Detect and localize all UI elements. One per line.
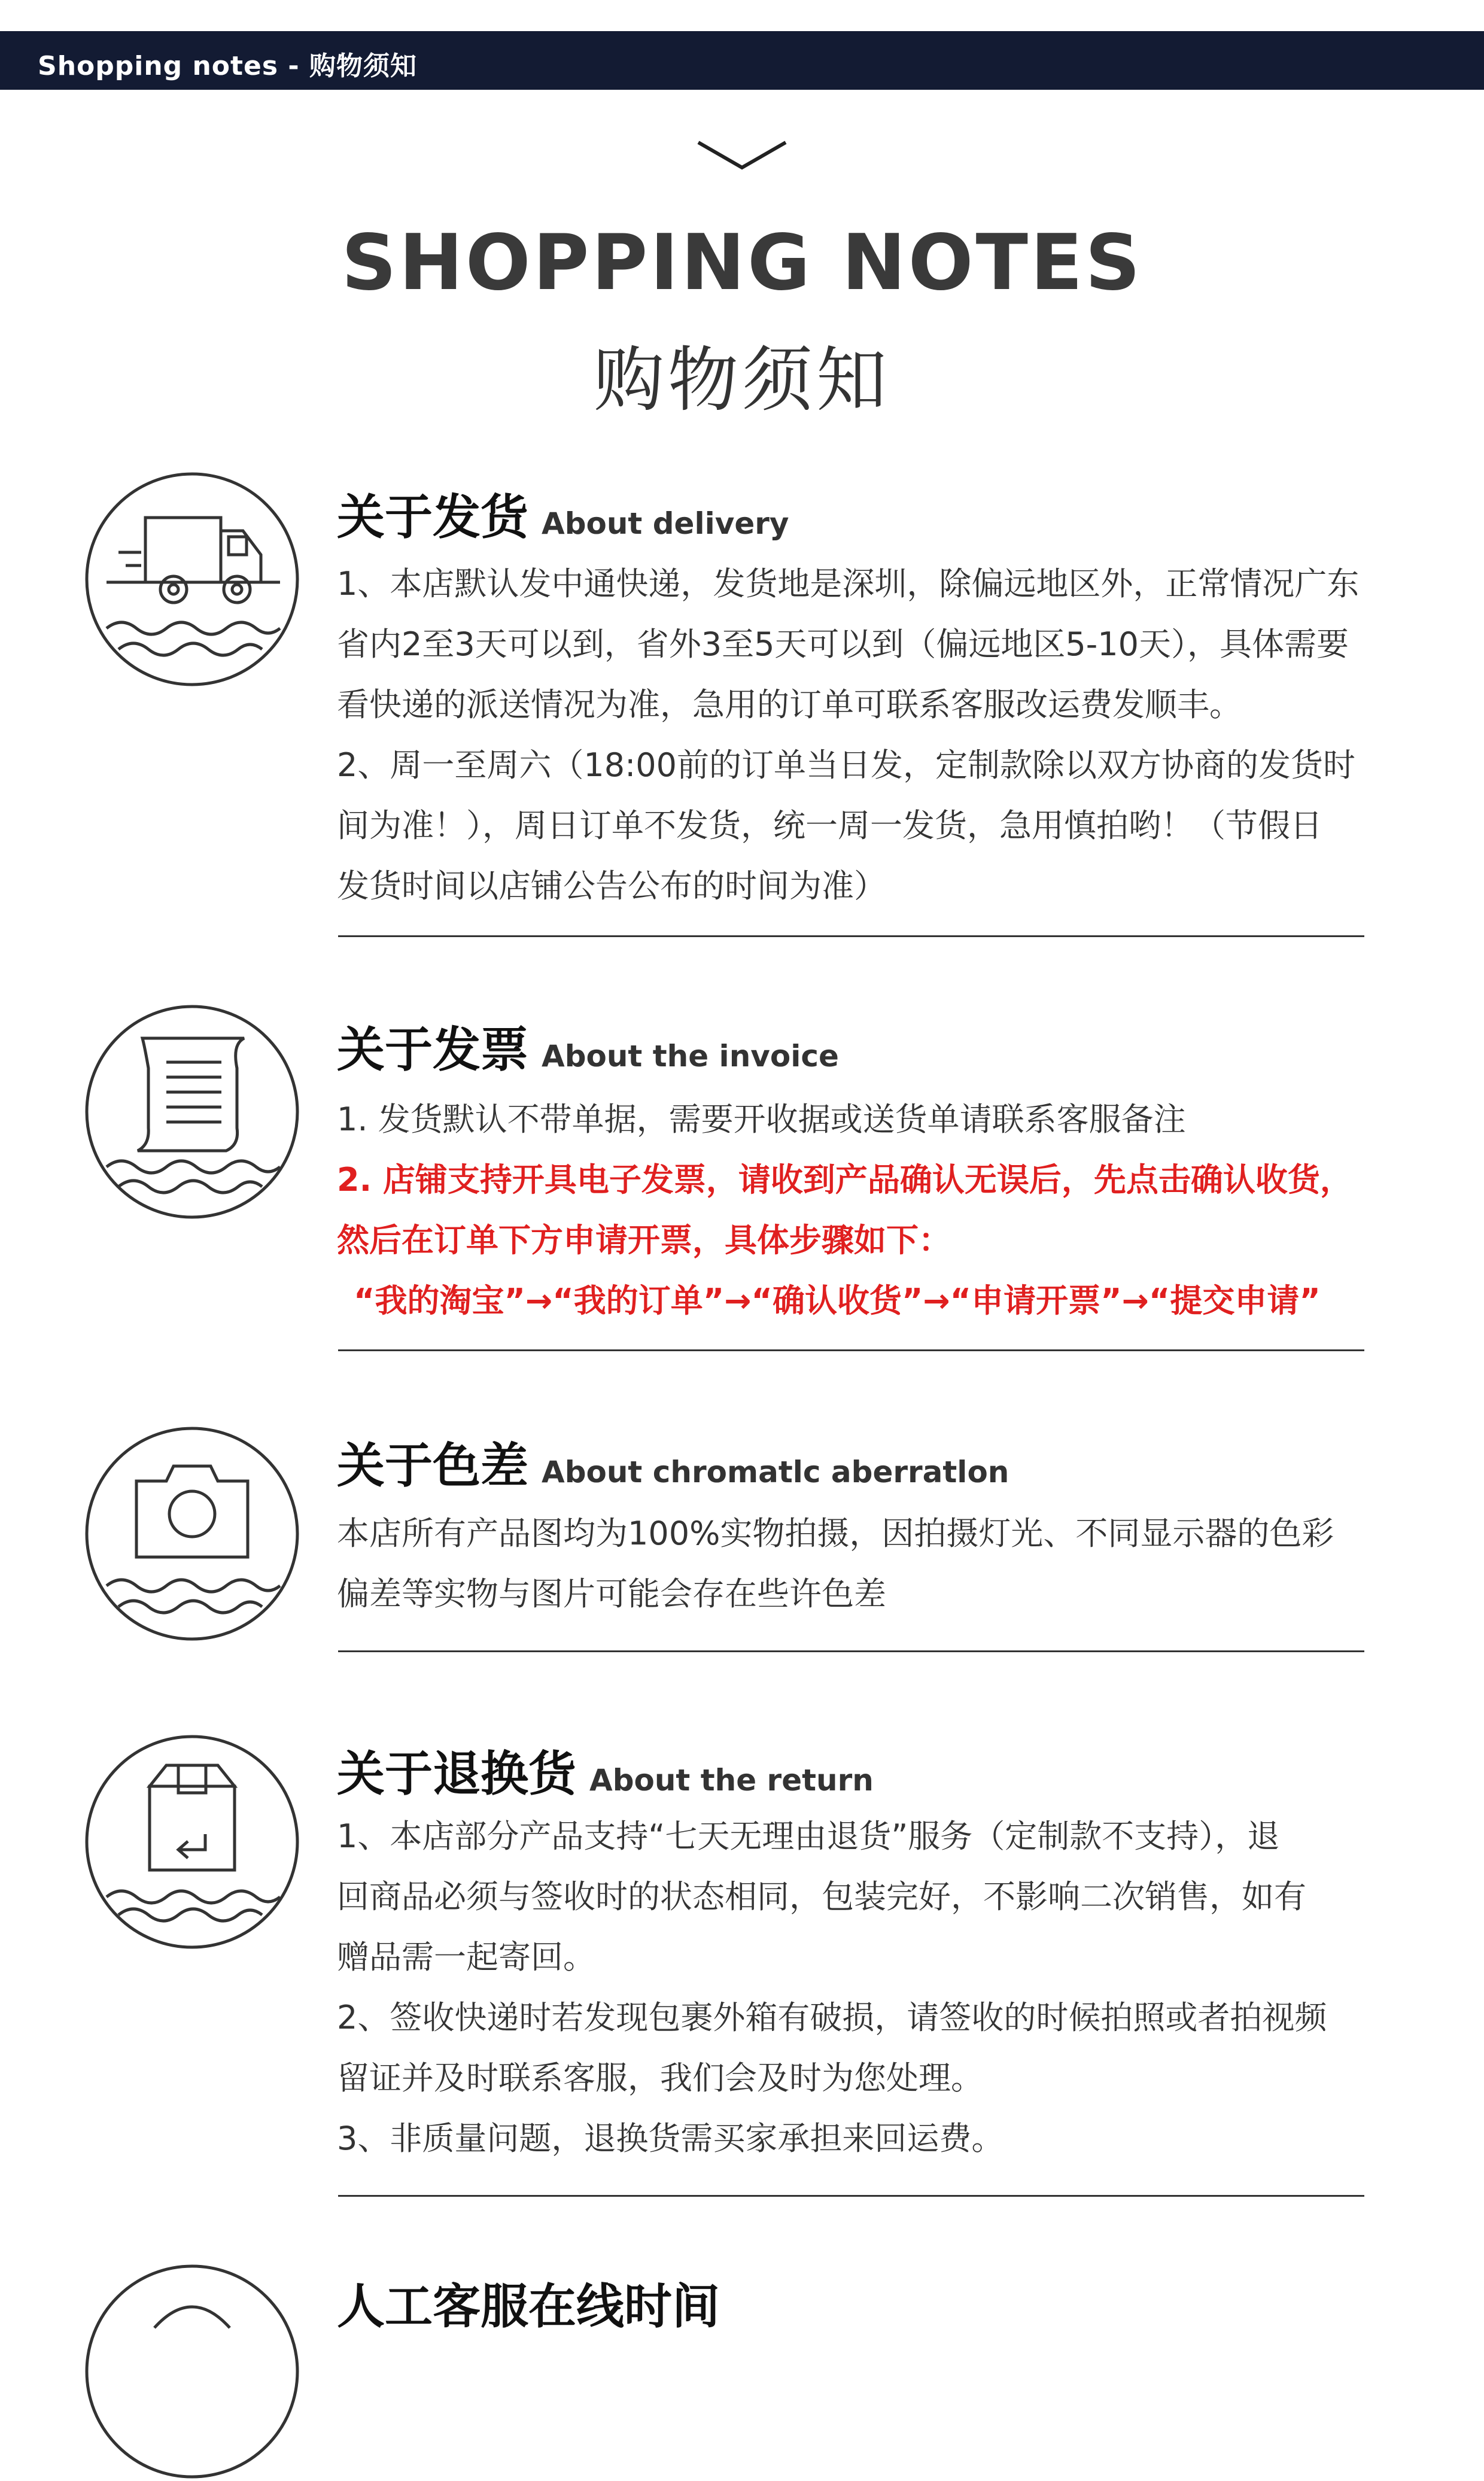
delivery-line: 省内2至3天可以到，省外3至5天可以到（偏远地区5-10天），具体需要 bbox=[337, 625, 1349, 663]
delivery-line: 1、本店默认发中通快递，发货地是深圳，除偏远地区外，正常情况广东 bbox=[337, 565, 1360, 603]
color-line: 本店所有产品图均为100%实物拍摄，因拍摄灯光、不同显示器的色彩 bbox=[337, 1515, 1334, 1552]
delivery-title-en: About delivery bbox=[542, 506, 789, 541]
delivery-line: 看快递的派送情况为准，急用的订单可联系客服改运费发顺丰。 bbox=[337, 686, 1242, 723]
divider bbox=[338, 1650, 1364, 1652]
color-line: 偏差等实物与图片可能会存在些许色差 bbox=[337, 1575, 886, 1613]
return-title-cn: 关于退换货 bbox=[337, 1746, 576, 1802]
color-title-cn: 关于色差 bbox=[337, 1438, 528, 1494]
banner-title: Shopping notes - 购物须知 bbox=[38, 51, 417, 81]
chevron-down-icon bbox=[696, 138, 788, 174]
service-title-cn: 人工客服在线时间 bbox=[337, 2279, 720, 2334]
invoice-line-highlight: 2. 店铺支持开具电子发票，请收到产品确认无误后，先点击确认收货， bbox=[337, 1161, 1352, 1199]
page-title-en: SHOPPING NOTES bbox=[341, 218, 1143, 308]
delivery-line: 发货时间以店铺公告公布的时间为准） bbox=[337, 867, 886, 905]
return-line: 3、非质量问题，退换货需买家承担来回运费。 bbox=[337, 2120, 1004, 2157]
invoice-text bbox=[337, 1089, 1414, 1331]
divider bbox=[338, 2195, 1364, 2197]
header-banner bbox=[0, 31, 1484, 90]
section-title-delivery bbox=[337, 479, 789, 548]
divider bbox=[338, 935, 1364, 937]
return-line: 回商品必须与签收时的状态相同，包装完好，不影响二次销售，如有 bbox=[337, 1878, 1306, 1916]
invoice-title-cn: 关于发票 bbox=[337, 1022, 528, 1078]
invoice-line-highlight: 然后在订单下方申请开票，具体步骤如下： bbox=[337, 1221, 951, 1259]
invoice-steps: “我的淘宝”→“我的订单”→“确认收货”→“申请开票”→“提交申请” bbox=[354, 1282, 1321, 1319]
delivery-text bbox=[337, 554, 1414, 916]
invoice-title-en: About the invoice bbox=[542, 1039, 839, 1074]
return-line: 2、签收快递时若发现包裹外箱有破损，请签收的时候拍照或者拍视频 bbox=[337, 1999, 1327, 2036]
color-text bbox=[337, 1503, 1414, 1624]
divider bbox=[338, 1349, 1364, 1351]
delivery-line: 2、周一至周六（18:00前的订单当日发，定制款除以双方协商的发货时 bbox=[337, 746, 1355, 784]
truck-icon bbox=[83, 470, 302, 689]
return-title-en: About the return bbox=[589, 1763, 874, 1798]
headset-icon bbox=[83, 2262, 302, 2481]
section-title-invoice bbox=[337, 1011, 839, 1080]
return-line: 留证并及时联系客服，我们会及时为您处理。 bbox=[337, 2059, 983, 2097]
page-title-cn: 购物须知 bbox=[593, 339, 890, 421]
return-line: 1、本店部分产品支持“七天无理由退货”服务（定制款不支持），退 bbox=[337, 1817, 1280, 1855]
receipt-icon bbox=[83, 1002, 302, 1221]
delivery-line: 间为准！），周日订单不发货，统一周一发货，急用慎拍哟！（节假日 bbox=[337, 807, 1322, 844]
section-title-return bbox=[337, 1735, 874, 1804]
return-box-icon bbox=[83, 1732, 302, 1951]
section-title-service bbox=[337, 2268, 720, 2337]
invoice-line: 1. 发货默认不带单据，需要开收据或送货单请联系客服备注 bbox=[337, 1100, 1186, 1138]
section-title-color bbox=[337, 1427, 1009, 1496]
color-title-en: About chromatlc aberratlon bbox=[542, 1455, 1009, 1489]
return-line: 赠品需一起寄回。 bbox=[337, 1938, 595, 1976]
delivery-title-cn: 关于发货 bbox=[337, 489, 528, 545]
return-text bbox=[337, 1806, 1414, 2169]
camera-icon bbox=[83, 1424, 302, 1643]
